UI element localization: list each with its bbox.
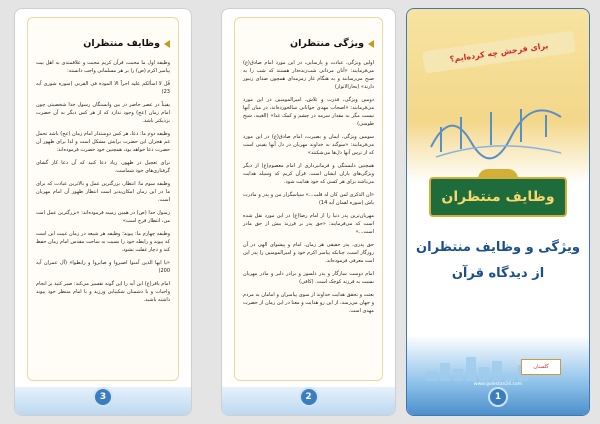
panel-3 (14, 8, 192, 416)
logo: گلستان (521, 359, 561, 375)
panel-3-heading (36, 38, 170, 49)
panel-3-heading-text: وظایف منتظران (83, 38, 160, 49)
paragraph: قُل لا اسألکم علیه اجراً الا المودة فی القربی (سوره شوری آیه 23) (36, 81, 170, 95)
cover-title-line-2: از دیدگاه قرآن (451, 266, 545, 281)
cover-main-title (411, 235, 585, 287)
page-number: 1 (488, 387, 508, 407)
arrow-icon (368, 40, 374, 48)
paragraph: امام باقر(ع) این آیه را این گونه تفسیر می‌کند: صبر کنید بر انجام واجبات و با دشمنان شکیبایی ورزید و با امام منتظر خود پیوند داشته باشید. (36, 281, 170, 303)
cube (466, 357, 476, 381)
cover-panel (406, 8, 590, 416)
paragraph: مهربان‌ترین پدر دنیا را از امام رضا(ع) در این مورد نقل شده است که می‌فرمایند: «حق پدر بر فرزند بیش از حق مادر است...» (243, 213, 374, 235)
cube (505, 373, 515, 381)
page-number: 3 (93, 387, 113, 407)
cube (479, 367, 489, 381)
paragraph: سومین ویژگی، ایمان و بصیرت، امام صادق(ع) در این مورد می‌فرمایند: «سوگند به خداوند مهربان در دل آنها یقینی است که از ترس آنها دل‌ها می‌شکنند» (243, 134, 374, 156)
paragraph: وظیفه سوم ما: انتظار، بزرگترین عمل و بالاترین عبادت که برای ما در این زمان امکان‌پذیر است انتظار ظهور آن امام مهربان است. (36, 181, 170, 203)
paragraph: بعثت و تحقق هدایت خداوند از سوی پیامبران و امامان به مردم و جهان می‌رسد، از این رو هدایت و معنا در این زمان از حضرت مهدی است. (243, 292, 374, 314)
panel-2 (221, 8, 396, 416)
paragraph: «ان الذکری لمن کان له قلب...» سپاسگزار من و پدر و مادرت باش (سوره لقمان آیه 14) (243, 192, 374, 206)
paragraph: امام دوست سازگار و پدر دلسوز و برادر دلبر و مادر مهربان نسبت به فرزند کوچک است. (کافی) (243, 271, 374, 285)
paragraph: رسول خدا (ص) در همین زمینه فرموده‌اند: «بزرگترین عمل امت من، انتظار فرج است» (36, 210, 170, 224)
cover-title-line-1: ویژگی و وظایف منتظران (416, 240, 580, 255)
panel-2-content (234, 17, 383, 381)
cover-title-box-text: وظایف منتظران (441, 189, 555, 205)
paragraph: برای تعجیل در ظهور، زیاد دعا کنید که آن دعا کار گشای گرفتاری‌های خود شماست. (36, 160, 170, 174)
calligraphy-icon (421, 87, 571, 167)
paragraph: وظیفه چهارم ما: پیوند؛ وظیفه هر شیعه در زمان غیبت این است که پیوند و رابطه خود را نسبت به ساحت مقدس امام زمان حفظ کند و دچار غفلت نشود. (36, 231, 170, 253)
panel-2-heading-text: ویژگی منتظران (290, 38, 364, 49)
paragraph: یقیناً در عصر حاضر در بین وابستگان رسول خدا شخصیتی چون امام زمان (عج) وجود ندارد که از هر کس دیگر به آن حضرت نزدیکتر باشد. (36, 102, 170, 124)
paragraph: وظیفه دوم ما: دعا، هر کس دوستدار امام زمان (عج) باشد تحمل غم هجران این حضرت برایش مشکل است و لذا برای ظهور آن حضرت دعا خواهد بود، همچنین خود حضرت فرموده‌اند: (36, 131, 170, 153)
paragraph: دومین ویژگی، قدرت و تلاش، امیرالمومنین در این مورد می‌فرمایند: «اصحاب مهدی جوانانی سالخورده‌اند، در میان آنها نیست مگر به مقدار سرمه در چشم و کمک غذا» (الغیبه، شیخ طوسی) (243, 97, 374, 127)
cube (453, 369, 463, 381)
panel-3-content (27, 17, 179, 381)
page-number: 2 (299, 387, 319, 407)
paragraph: اولین ویژگی، عبادت و پارسایی، در این مورد امام صادق(ع) می‌فرمایند: «آنان مردانی شب‌زنده‌دار هستند که شب را به صبح می‌رسانند و به هنگام غاز زمزمه‌ای همچون صدای زنبور دارند» (بحارالانوار) (243, 60, 374, 90)
website-url: www.golestan24.com (473, 382, 523, 387)
paragraph: وظیفه اول ما محبت، قرآن کریم محبت و علاقمندی به اهل بیت پیامبر اکرم (ص) را بر هر مسلمانی واجب دانسته: (36, 60, 170, 74)
cube (492, 361, 502, 381)
paragraph: حق پدری، پدر حقیقی هر زمان، امام و پیشوای الهی در آن روزگار است، چنانکه پیامبر اکرم خود و امیرالمومنین را پدر این امت معرفی فرموده‌اند. (243, 242, 374, 264)
cube (427, 371, 437, 381)
ribbon-text: برای فرجش چه کرده‌ایم؟ (449, 40, 549, 64)
cover-title-box (429, 177, 567, 217)
cube (440, 363, 450, 381)
arrow-icon (164, 40, 170, 48)
paragraph: «یا ایها الذین آمنوا اصبروا و صابروا و رابطوا» (آل عمران آیه 200) (36, 260, 170, 274)
panel-2-heading (243, 38, 374, 49)
paragraph: همچنین دلبستگی و فرمانبرداری از امام معصوم(ع) از دیگر ویژگی‌های یاران ایشان است. قرآن کریم که وسیله هدایت می‌باشد برای هر کسی که خود هدایت شود. (243, 163, 374, 185)
